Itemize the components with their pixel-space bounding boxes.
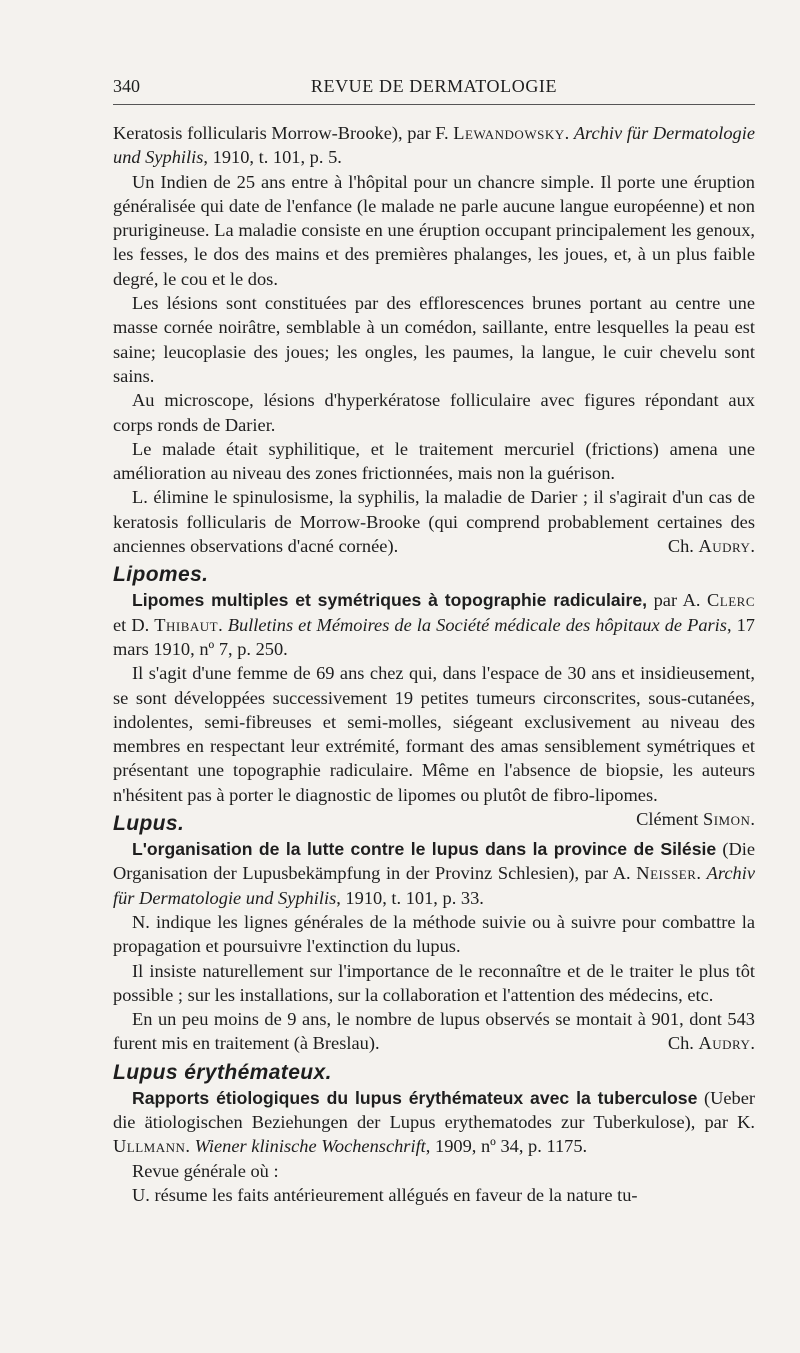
running-header [113, 70, 755, 105]
paragraph: U. résume les faits antérieurement allégués en faveur de la nature tu- [132, 1184, 638, 1205]
journal: Bulletins et Mémoires de la Société médicale des hôpitaux de Paris [227, 614, 727, 635]
paragraph: Il s'agit d'une femme de 69 ans chez qui, dans l'espace de 30 ans et insidieusement, se sont développées successivement 19 petites tumeurs circonscrites, sous-cutanées, indolentes, semi-fibreuses et semi-molles, siégeant exclusivement au niveau des membres en respectant leur extrémité, formant des amas sensiblement symétriques et présentant une topographie radiculaire. Même en l'absence de biopsie, les auteurs n'hésitent pas à porter le diagnostic de lipomes ou plutôt de fibro-lipomes. Clément Simon. [113, 661, 755, 807]
article-title: Lipomes multiples et symétriques à topographie radiculaire, par A. Clerc et D. Thibaut. Bulletins et Mémoires de la Société médicale des hôpitaux de Paris, 17 mars 1910, nº 7, p. 250. [113, 590, 755, 659]
paragraph: Un Indien de 25 ans entre à l'hôpital pour un chancre simple. Il porte une éruption généralisée qui date de l'enfance (le malade ne parle aucune langue européenne) et non prurigineuse. La maladie consiste en une éruption occupant principalement les genoux, les fesses, le dos des mains et des premières phalanges, les joues, et, à un plus faible degré, le cou et le dos. [113, 171, 755, 289]
section-heading: Lupus érythémateux. [113, 1060, 332, 1084]
section-heading: Lupus. [113, 812, 185, 836]
paragraph: Revue générale où : [132, 1160, 279, 1181]
paragraph: Il insiste naturellement sur l'importance de le reconnaître et de le traiter le plus tôt possible ; sur les installations, sur la collaboration et l'attention des médecins, etc. [113, 960, 755, 1005]
paragraph: Le malade était syphilitique, et le traitement mercuriel (frictions) amena une amélioration au niveau des zones frictionnées, mais non la guérison. [113, 438, 755, 484]
journal: Archiv für Dermatologie und Syphilis [113, 123, 755, 168]
paragraph: Les lésions sont constituées par des efflorescences brunes portant au centre une masse cornée noirâtre, semblable à un comédon, saillante, entre lesquelles la peau est saine; leucoplasie des joues; les ongles, les paumes, la langue, le cuir chevelu sont sains. [113, 293, 755, 386]
paragraph: Au microscope, lésions d'hyperkératose folliculaire avec figures répondant aux corps ronds de Darier. [113, 390, 755, 435]
journal: Archiv für Dermatologie und Syphilis [113, 863, 755, 908]
page-body [113, 121, 755, 1207]
page-number: 340 [113, 76, 140, 96]
signature: Ch. Audry. [667, 1033, 755, 1054]
article-title: Rapports étiologiques du lupus érythémateux avec la tuberculose (Ueber die ätiologischen Beziehungen der Lupus erythematodes zur Tuberkulose), par K. Ullmann. Wiener klinische Wochenschrift, 1909, nº 34, p. 1175. [113, 1087, 755, 1157]
article-title: L'organisation de la lutte contre le lupus dans la province de Silésie (Die Organisation der Lupusbekämpfung in der Provinz Schlesien), par A. Neisser. Archiv für Dermatologie und Syphilis, 1910, t. 101, p. 33. [113, 839, 755, 908]
paragraph: N. indique les lignes générales de la méthode suivie ou à suivre pour combattre la propagation et poursuivre l'extinction du lupus. [113, 911, 755, 957]
paragraph: En un peu moins de 9 ans, le nombre de lupus observés se montait à 901, dont 543 furent mis en traitement (à Breslau). Ch. Audry. [113, 1007, 755, 1056]
journal: Wiener klinische Wochenschrift [194, 1136, 426, 1157]
signature: Ch. Audry. [667, 536, 755, 557]
paragraph: L. élimine le spinulosisme, la syphilis, la maladie de Darier ; il s'agirait d'un cas de keratosis follicularis de Morrow-Brooke (qui comprend probablement certaines des anciennes observations d'acné cornée). Ch. Audry. [113, 485, 755, 558]
author: Lewandowsky [453, 123, 565, 143]
signature: Clément Simon. [636, 809, 755, 830]
section-heading: Lipomes. [113, 563, 209, 587]
running-title: REVUE DE DERMATOLOGIE [310, 76, 558, 96]
article-title: Keratosis follicularis Morrow-Brooke), par F. Lewandowsky. Archiv für Dermatologie und Syphilis, 1910, t. 101, p. 5. [113, 123, 755, 168]
